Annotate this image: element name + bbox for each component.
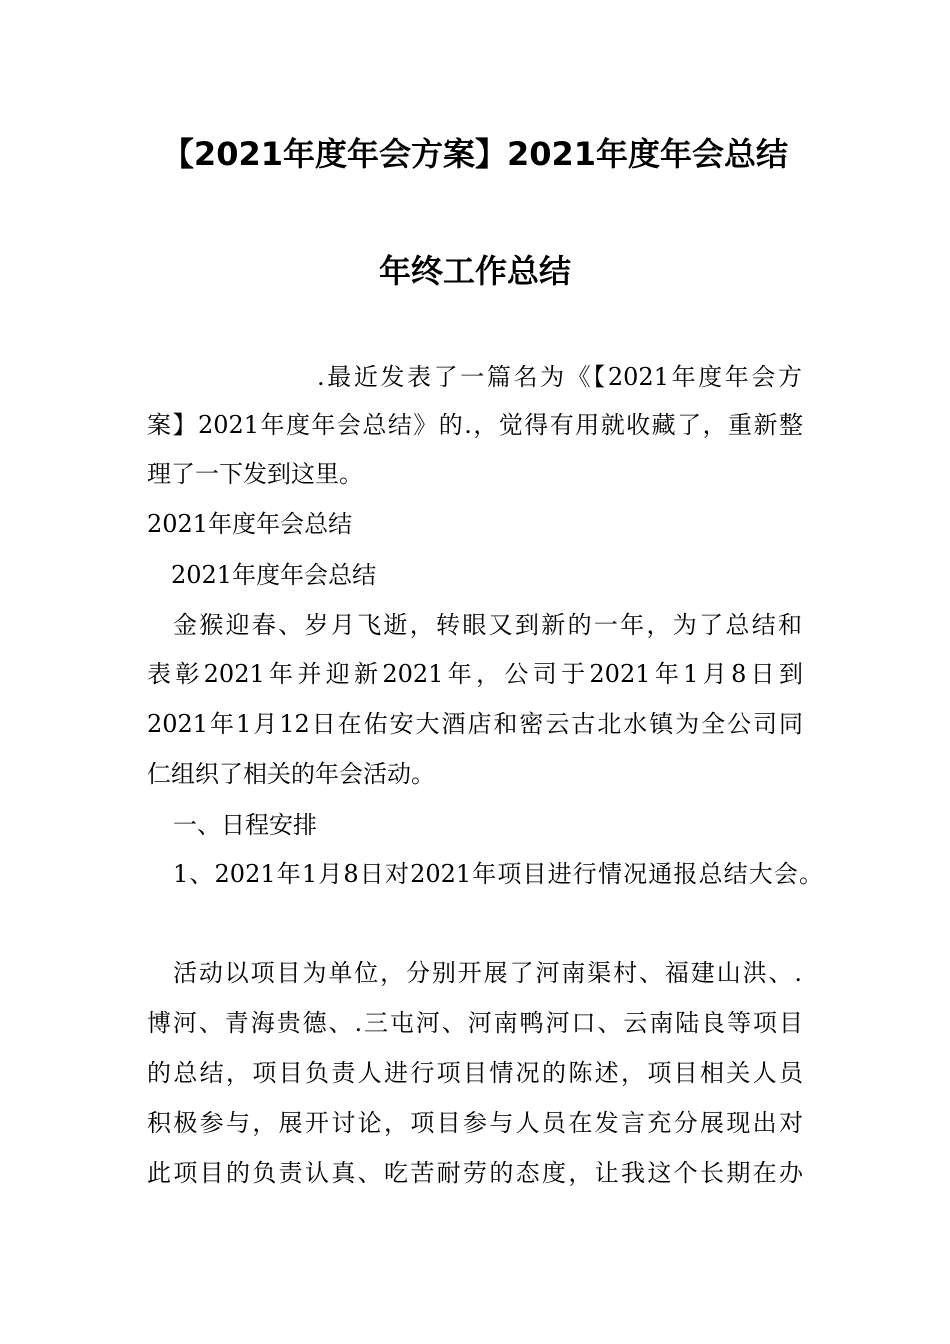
paragraph-line: 博河、青海贵德、.三屯河、河南鸭河口、云南陆良等项目 xyxy=(147,1009,803,1037)
paragraph-line: 2021年1月12日在佑安大酒店和密云古北水镇为全公司同 xyxy=(147,710,803,738)
paragraph-line: .最近发表了一篇名为《【2021年度年会方 xyxy=(317,363,802,391)
section-heading: 2021年度年会总结 xyxy=(147,510,353,538)
paragraph-line: 仁组织了相关的年会活动。 xyxy=(147,760,435,788)
paragraph-line: 1、2021年1月8日对2021年项目进行情况通报总结大会。 xyxy=(173,860,823,888)
paragraph-line: 金猴迎春、岁月飞逝，转眼又到新的一年，为了总结和 xyxy=(173,611,802,639)
paragraph-line: 的总结，项目负责人进行项目情况的陈述，项目相关人员 xyxy=(147,1059,803,1087)
paragraph-line: 此项目的负责认真、吃苦耐劳的态度，让我这个长期在办 xyxy=(147,1159,803,1187)
paragraph-line: 表彰2021年并迎新2021年，公司于2021年1月8日到 xyxy=(147,660,803,688)
document-title: 【2021年度年会方案】2021年度年会总结 xyxy=(161,135,789,173)
paragraph-line: 理了一下发到这里。 xyxy=(147,460,363,488)
paragraph-line: 活动以项目为单位，分别开展了河南渠村、福建山洪、. xyxy=(173,959,802,987)
section-heading: 一、日程安排 xyxy=(173,811,317,839)
paragraph-line: 积极参与，展开讨论，项目参与人员在发言充分展现出对 xyxy=(147,1109,803,1137)
document-subtitle: 年终工作总结 xyxy=(378,252,571,290)
paragraph-line: 案】2021年度年会总结》的.，觉得有用就收藏了，重新整 xyxy=(147,411,803,439)
section-heading: 2021年度年会总结 xyxy=(171,561,377,589)
